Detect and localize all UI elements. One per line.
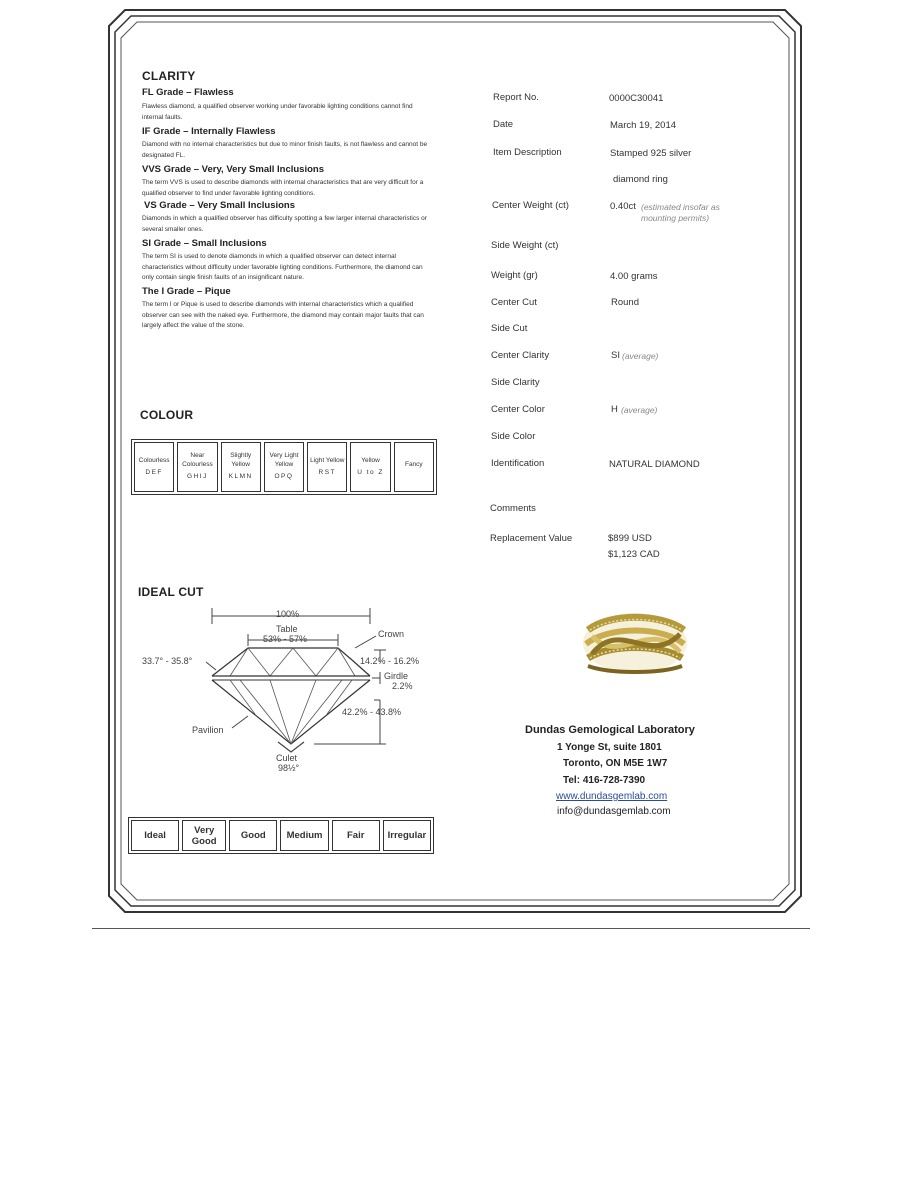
- vs-grade-text: Diamonds in which a qualified observer has difficulty spotting a few larger internal characteristics or several smaller ones.: [142, 215, 427, 233]
- ring-photo: [580, 608, 690, 678]
- center-clarity-value: SI: [611, 350, 620, 361]
- lab-address-line1: 1 Yonge St, suite 1801: [557, 742, 662, 753]
- colour-cell-code: KLMN: [228, 473, 253, 481]
- weight-label: Weight (gr): [491, 270, 538, 281]
- center-clarity-note: (average): [622, 351, 659, 361]
- colour-cell-code: GHIJ: [187, 473, 208, 481]
- cut-grade-table: [128, 817, 434, 854]
- culet-label: Culet: [276, 753, 298, 763]
- si-grade-text: The term SI is used to denote diamonds in which a qualified observer can detect internal characteristics without difficulty under favorable lighting conditions. Furthermore, the diamond can only contain single finish faults of an insignificant nature.: [142, 253, 423, 281]
- center-weight-label: Center Weight (ct): [492, 200, 569, 211]
- center-clarity-label: Center Clarity: [491, 350, 550, 361]
- colour-cell-name: Very Light Yellow: [269, 452, 299, 468]
- side-clarity-label: Side Clarity: [491, 377, 540, 388]
- report-no-value: 0000C30041: [609, 93, 664, 104]
- culet-value-label: 98½°: [278, 763, 300, 773]
- lab-website-link[interactable]: www.dundasgemlab.com: [556, 791, 668, 802]
- colour-cell-name: Slightly Yellow: [230, 452, 252, 468]
- colour-cell-code: U to Z: [357, 469, 384, 476]
- colour-title: COLOUR: [140, 408, 194, 422]
- pavilion-label: Pavilion: [192, 725, 224, 735]
- colour-cell-name: Near Colourless: [182, 452, 213, 468]
- center-cut-label: Center Cut: [491, 297, 537, 308]
- if-grade-text: Diamond with no internal characteristics but due to minor finish faults, is not flawless and cannot be designated FL.: [142, 141, 428, 159]
- width-percent-label: 100%: [276, 609, 300, 619]
- weight-value: 4.00 grams: [610, 271, 658, 282]
- item-description-line2: diamond ring: [613, 174, 668, 185]
- cut-grade-fair: Fair: [332, 820, 380, 851]
- item-description-line1: Stamped 925 silver: [610, 148, 692, 159]
- girdle-label: Girdle: [384, 671, 409, 681]
- center-weight-value: 0.40ct: [610, 201, 636, 212]
- center-color-label: Center Color: [491, 404, 545, 415]
- center-cut-value: Round: [611, 297, 639, 308]
- colour-cell-name: Yellow: [361, 456, 380, 464]
- girdle-value-label: 2.2%: [392, 681, 413, 691]
- center-weight-note: (estimated insofar as mounting permits): [641, 202, 720, 223]
- fl-grade-heading: FL Grade – Flawless: [142, 87, 234, 98]
- replacement-cad-value: $1,123 CAD: [608, 549, 660, 560]
- i-grade-heading: The I Grade – Pique: [142, 286, 231, 297]
- identification-label: Identification: [491, 458, 545, 469]
- replacement-value-label: Replacement Value: [490, 533, 573, 544]
- date-label: Date: [493, 119, 514, 130]
- pavilion-depth-label: 42.2% - 43.8%: [342, 707, 402, 717]
- vvs-grade-heading: VVS Grade – Very, Very Small Inclusions: [142, 164, 324, 175]
- crown-height-label: 14.2% - 16.2%: [360, 656, 420, 666]
- crown-label: Crown: [378, 629, 405, 639]
- clarity-title: CLARITY: [142, 69, 196, 83]
- colour-cell-name: Colourless: [138, 456, 170, 464]
- table-label: Table: [276, 624, 298, 634]
- colour-cell: [307, 442, 347, 492]
- side-weight-label: Side Weight (ct): [491, 240, 559, 251]
- colour-cell-name: Fancy: [404, 460, 423, 468]
- colour-cell: [177, 442, 217, 492]
- colour-cell-code: DEF: [145, 469, 163, 476]
- colour-cell-code: OPQ: [274, 473, 294, 481]
- colour-cell: [350, 442, 390, 492]
- colour-cell-code: RST: [318, 469, 337, 476]
- if-grade-heading: IF Grade – Internally Flawless: [142, 126, 276, 137]
- colour-scale-table: [131, 439, 437, 495]
- lab-name: Dundas Gemological Laboratory: [525, 724, 695, 736]
- replacement-usd-value: $899 USD: [608, 533, 652, 544]
- cut-grade-good: Good: [229, 820, 277, 851]
- colour-cell-name: Light Yellow: [310, 456, 345, 464]
- report-no-label: Report No.: [493, 92, 539, 103]
- lab-address-line2: Toronto, ON M5E 1W7: [563, 758, 668, 769]
- cut-grade-very-good: Very Good: [182, 820, 226, 851]
- si-grade-heading: SI Grade – Small Inclusions: [142, 238, 267, 249]
- fl-grade-text: Flawless diamond, a qualified observer working under favorable lighting conditions cannot find internal faults.: [142, 103, 413, 121]
- crown-angle-label: 33.7° - 35.8°: [142, 656, 193, 666]
- cut-grade-medium: Medium: [280, 820, 328, 851]
- center-color-value: H: [611, 404, 618, 415]
- table-range-label: 53% - 57%: [263, 634, 308, 644]
- side-color-label: Side Color: [491, 431, 536, 442]
- colour-cell: [134, 442, 174, 492]
- vs-grade-heading: VS Grade – Very Small Inclusions: [144, 200, 296, 211]
- vvs-grade-text: The term VVS is used to describe diamonds with internal characteristics that are very difficult for a qualified observer to find under favorable lighting conditions.: [142, 179, 424, 197]
- lab-email: info@dundasgemlab.com: [557, 806, 671, 817]
- cut-grade-ideal: Ideal: [131, 820, 179, 851]
- page-bottom-rule: [92, 928, 810, 929]
- diamond-proportions-diagram: [130, 604, 450, 784]
- colour-cell: [394, 442, 434, 492]
- lab-phone: Tel: 416-728-7390: [563, 775, 646, 786]
- ideal-cut-title: IDEAL CUT: [138, 585, 204, 599]
- i-grade-text: The term I or Pique is used to describe diamonds with internal characteristics which a qualified observer can see with the naked eye. Furthermore, the diamond may contain major faults that can largely affect the value of the stone.: [142, 301, 424, 329]
- center-color-note: (average): [621, 405, 658, 415]
- colour-cell: [264, 442, 304, 492]
- cut-grade-irregular: Irregular: [383, 820, 431, 851]
- comments-label: Comments: [490, 503, 536, 514]
- date-value: March 19, 2014: [610, 120, 677, 131]
- side-cut-label: Side Cut: [491, 323, 528, 334]
- identification-value: NATURAL DIAMOND: [609, 459, 700, 470]
- item-description-label: Item Description: [493, 147, 562, 158]
- colour-cell: [221, 442, 261, 492]
